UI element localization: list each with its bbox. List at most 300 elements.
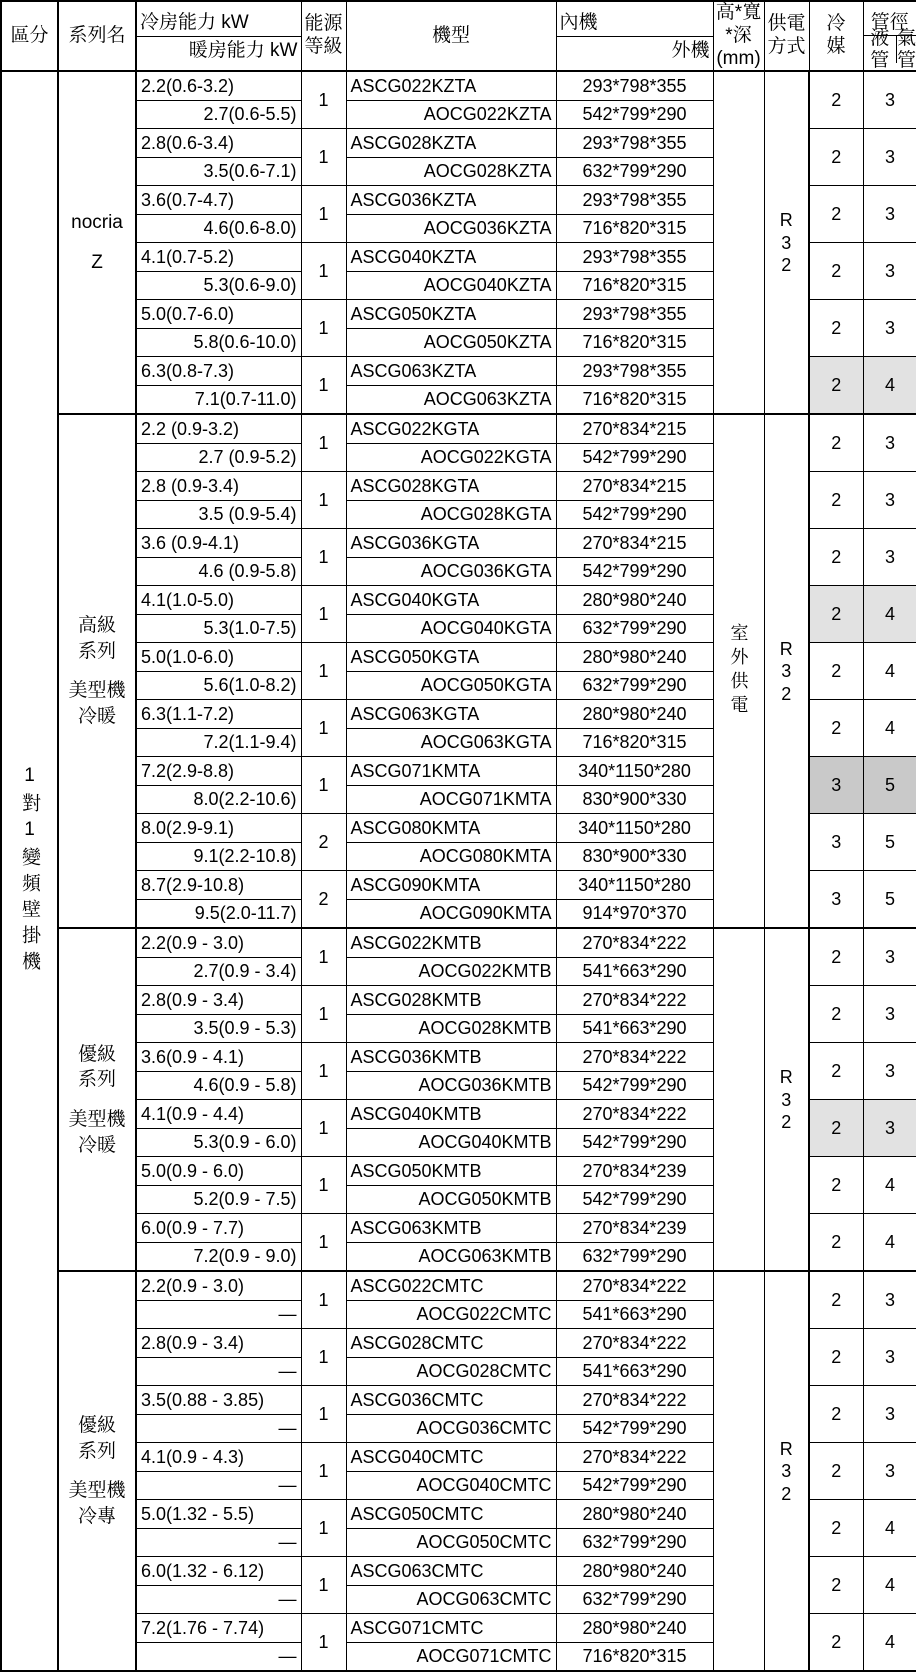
capacity-cell: [136, 1614, 301, 1672]
capacity-heating: —: [137, 1529, 301, 1557]
capacity-cooling: 5.0(0.9 - 6.0): [137, 1157, 301, 1186]
table-body: [1, 71, 916, 1671]
table-row: [1, 414, 916, 472]
dimensions-outdoor: 632*799*290: [557, 1586, 713, 1614]
series-name-part: 美型機 冷暖: [68, 1107, 125, 1158]
capacity-cell: [136, 300, 301, 357]
pipe-liquid-cell: 2: [809, 1043, 863, 1100]
dimensions-cell: [556, 757, 713, 814]
pipe-liquid-cell: 2: [809, 300, 863, 357]
capacity-cooling: 6.3(0.8-7.3): [137, 357, 301, 386]
model-indoor: ASCG050KMTB: [347, 1157, 556, 1186]
pipe-gas-cell: 3: [863, 986, 916, 1043]
dimensions-cell: [556, 586, 713, 643]
dimensions-outdoor: 542*799*290: [557, 101, 713, 129]
series-cell: [58, 928, 136, 1271]
capacity-heating: —: [137, 1301, 301, 1329]
model-cell: [346, 757, 556, 814]
dimensions-outdoor: 632*799*290: [557, 672, 713, 700]
model-indoor: ASCG063KMTB: [347, 1214, 556, 1243]
pipe-gas-cell: 3: [863, 1043, 916, 1100]
model-indoor: ASCG063CMTC: [347, 1557, 556, 1586]
header-refrigerant-line1: 冷: [826, 13, 845, 36]
capacity-cooling: 2.2 (0.9-3.2): [137, 415, 301, 444]
header-unit-indoor: 內機: [557, 9, 713, 37]
dimensions-indoor: 270*834*222: [557, 1100, 713, 1129]
power-supply-cell: [713, 71, 764, 414]
capacity-heating: 5.8(0.6-10.0): [137, 329, 301, 357]
energy-grade-cell: 1: [301, 928, 346, 986]
model-indoor: ASCG063KGTA: [347, 700, 556, 729]
pipe-gas-cell: 3: [863, 414, 916, 472]
pipe-liquid-cell: 2: [809, 529, 863, 586]
header-pipe-liquid: 液管: [864, 36, 897, 63]
dimensions-cell: [556, 1557, 713, 1614]
dimensions-cell: [556, 71, 713, 129]
dimensions-cell: [556, 1043, 713, 1100]
pipe-gas-cell: 4: [863, 1557, 916, 1614]
model-indoor: ASCG040KZTA: [347, 243, 556, 272]
model-outdoor: AOCG028KZTA: [347, 158, 556, 186]
dimensions-cell: [556, 357, 713, 415]
header-division-label: 區分: [10, 25, 48, 48]
dimensions-outdoor: 541*663*290: [557, 1015, 713, 1043]
energy-grade-cell: 1: [301, 472, 346, 529]
capacity-cooling: 5.0(1.32 - 5.5): [137, 1500, 301, 1529]
capacity-cell: [136, 700, 301, 757]
dimensions-indoor: 270*834*222: [557, 1272, 713, 1301]
model-outdoor: AOCG036KGTA: [347, 558, 556, 586]
capacity-heating: 4.6(0.9 - 5.8): [137, 1072, 301, 1100]
model-cell: [346, 1214, 556, 1272]
capacity-cell: [136, 1329, 301, 1386]
capacity-cooling: 4.1(0.9 - 4.3): [137, 1443, 301, 1472]
capacity-heating: 3.5(0.6-7.1): [137, 158, 301, 186]
dimensions-cell: [556, 1386, 713, 1443]
header-pipe-gas: 氣管: [897, 36, 916, 63]
dimensions-outdoor: 541*663*290: [557, 1358, 713, 1386]
model-indoor: ASCG040CMTC: [347, 1443, 556, 1472]
capacity-cooling: 3.6(0.9 - 4.1): [137, 1043, 301, 1072]
dimensions-indoor: 270*834*222: [557, 1443, 713, 1472]
model-outdoor: AOCG028KGTA: [347, 501, 556, 529]
refrigerant-label: R 3 2: [765, 638, 809, 706]
model-outdoor: AOCG028KMTB: [347, 1015, 556, 1043]
model-indoor: ASCG022KMTB: [347, 929, 556, 958]
dimensions-outdoor: 632*799*290: [557, 1243, 713, 1271]
capacity-heating: 4.6(0.6-8.0): [137, 215, 301, 243]
dimensions-outdoor: 830*900*330: [557, 786, 713, 814]
pipe-liquid-cell: 2: [809, 243, 863, 300]
model-outdoor: AOCG063KGTA: [347, 729, 556, 757]
dimensions-cell: [556, 643, 713, 700]
dimensions-cell: [556, 1100, 713, 1157]
energy-grade-cell: 1: [301, 357, 346, 415]
pipe-gas-cell: 3: [863, 529, 916, 586]
energy-grade-cell: 1: [301, 1443, 346, 1500]
dimensions-indoor: 270*834*222: [557, 929, 713, 958]
model-outdoor: AOCG071KMTA: [347, 786, 556, 814]
series-cell: [58, 71, 136, 414]
dimensions-indoor: 280*980*240: [557, 1557, 713, 1586]
dimensions-outdoor: 541*663*290: [557, 958, 713, 986]
capacity-cell: [136, 529, 301, 586]
series-cell: [58, 1271, 136, 1671]
division-label: 1對1變頻壁掛機: [16, 765, 43, 977]
model-cell: [346, 529, 556, 586]
model-outdoor: AOCG063KZTA: [347, 386, 556, 414]
dimensions-indoor: 293*798*355: [557, 72, 713, 101]
model-indoor: ASCG036KZTA: [347, 186, 556, 215]
pipe-gas-cell: 4: [863, 357, 916, 415]
capacity-cooling: 5.0(1.0-6.0): [137, 643, 301, 672]
dimensions-indoor: 270*834*222: [557, 1043, 713, 1072]
model-indoor: ASCG022CMTC: [347, 1272, 556, 1301]
model-cell: [346, 814, 556, 871]
energy-grade-cell: 1: [301, 1614, 346, 1672]
table-row: [1, 1271, 916, 1329]
capacity-cell: [136, 928, 301, 986]
dimensions-outdoor: 914*970*370: [557, 900, 713, 928]
dimensions-cell: [556, 414, 713, 472]
model-indoor: ASCG036KMTB: [347, 1043, 556, 1072]
pipe-liquid-cell: 2: [809, 928, 863, 986]
series-name-part: nocria: [71, 210, 123, 236]
header-refrigerant-line2: 媒: [826, 36, 845, 59]
header-pipe-label: 管徑: [864, 9, 916, 36]
model-outdoor: AOCG063KMTB: [347, 1243, 556, 1271]
dimensions-cell: [556, 1157, 713, 1214]
dimensions-outdoor: 542*799*290: [557, 501, 713, 529]
capacity-heating: 5.3(0.6-9.0): [137, 272, 301, 300]
capacity-heating: 5.3(1.0-7.5): [137, 615, 301, 643]
dimensions-indoor: 280*980*240: [557, 1614, 713, 1643]
pipe-gas-cell: 3: [863, 1386, 916, 1443]
capacity-cooling: 2.8(0.6-3.4): [137, 129, 301, 158]
model-indoor: ASCG028CMTC: [347, 1329, 556, 1358]
capacity-cell: [136, 643, 301, 700]
capacity-cell: [136, 586, 301, 643]
capacity-cell: [136, 1214, 301, 1272]
model-cell: [346, 1386, 556, 1443]
capacity-heating: 5.6(1.0-8.2): [137, 672, 301, 700]
dimensions-indoor: 293*798*355: [557, 186, 713, 215]
capacity-cooling: 3.6 (0.9-4.1): [137, 529, 301, 558]
capacity-cooling: 5.0(0.7-6.0): [137, 300, 301, 329]
capacity-cooling: 4.1(0.9 - 4.4): [137, 1100, 301, 1129]
energy-grade-cell: 1: [301, 1329, 346, 1386]
capacity-cell: [136, 129, 301, 186]
capacity-cooling: 6.0(0.9 - 7.7): [137, 1214, 301, 1243]
header-power-supply-line2: 方式: [767, 36, 805, 59]
capacity-cooling: 2.8 (0.9-3.4): [137, 472, 301, 501]
capacity-cooling: 3.5(0.88 - 3.85): [137, 1386, 301, 1415]
model-cell: [346, 871, 556, 929]
capacity-heating: —: [137, 1472, 301, 1500]
energy-grade-cell: 1: [301, 243, 346, 300]
model-indoor: ASCG028KMTB: [347, 986, 556, 1015]
capacity-heating: 2.7(0.6-5.5): [137, 101, 301, 129]
table-header-row: [1, 1, 916, 71]
dimensions-indoor: 293*798*355: [557, 300, 713, 329]
energy-grade-cell: 1: [301, 71, 346, 129]
pipe-gas-cell: 3: [863, 1100, 916, 1157]
energy-grade-cell: 1: [301, 1500, 346, 1557]
header-model: [346, 1, 556, 71]
capacity-cell: [136, 71, 301, 129]
header-capacity-heat: 暖房能力 kW: [137, 37, 301, 64]
capacity-heating: 9.1(2.2-10.8): [137, 843, 301, 871]
pipe-liquid-cell: 2: [809, 472, 863, 529]
pipe-gas-cell: 4: [863, 1614, 916, 1672]
header-energy-grade: [301, 1, 346, 71]
model-cell: [346, 129, 556, 186]
pipe-liquid-cell: 2: [809, 357, 863, 415]
pipe-gas-cell: 4: [863, 643, 916, 700]
model-indoor: ASCG071CMTC: [347, 1614, 556, 1643]
pipe-liquid-cell: 2: [809, 986, 863, 1043]
header-unit: [556, 1, 713, 71]
capacity-cell: [136, 1443, 301, 1500]
pipe-gas-cell: 3: [863, 129, 916, 186]
dimensions-outdoor: 716*820*315: [557, 329, 713, 357]
pipe-gas-cell: 5: [863, 757, 916, 814]
pipe-gas-cell: 3: [863, 1443, 916, 1500]
pipe-liquid-cell: 2: [809, 1614, 863, 1672]
energy-grade-cell: 1: [301, 1386, 346, 1443]
refrigerant-cell: [764, 414, 809, 928]
model-cell: [346, 1557, 556, 1614]
pipe-gas-cell: 4: [863, 586, 916, 643]
model-indoor: ASCG040KMTB: [347, 1100, 556, 1129]
dimensions-cell: [556, 1614, 713, 1672]
capacity-heating: 3.5(0.9 - 5.3): [137, 1015, 301, 1043]
dimensions-cell: [556, 529, 713, 586]
model-outdoor: AOCG050KMTB: [347, 1186, 556, 1214]
model-cell: [346, 71, 556, 129]
energy-grade-cell: 1: [301, 1271, 346, 1329]
capacity-cell: [136, 1557, 301, 1614]
series-name-part: 優級 系列: [78, 1413, 116, 1464]
model-indoor: ASCG071KMTA: [347, 757, 556, 786]
energy-grade-cell: 1: [301, 186, 346, 243]
dimensions-outdoor: 542*799*290: [557, 444, 713, 472]
pipe-gas-cell: 3: [863, 1329, 916, 1386]
energy-grade-cell: 1: [301, 1557, 346, 1614]
capacity-cell: [136, 986, 301, 1043]
header-dimensions: [713, 1, 764, 71]
capacity-cell: [136, 1271, 301, 1329]
dimensions-outdoor: 716*820*315: [557, 729, 713, 757]
capacity-heating: 3.5 (0.9-5.4): [137, 501, 301, 529]
capacity-cell: [136, 814, 301, 871]
header-series-label: 系列名: [68, 25, 125, 48]
model-outdoor: AOCG040KMTB: [347, 1129, 556, 1157]
header-power-supply: [764, 1, 809, 71]
capacity-cell: [136, 243, 301, 300]
capacity-cooling: 8.7(2.9-10.8): [137, 871, 301, 900]
dimensions-cell: [556, 1271, 713, 1329]
model-outdoor: AOCG040KGTA: [347, 615, 556, 643]
dimensions-indoor: 280*980*240: [557, 586, 713, 615]
dimensions-cell: [556, 871, 713, 929]
model-indoor: ASCG050CMTC: [347, 1500, 556, 1529]
energy-grade-cell: 1: [301, 529, 346, 586]
refrigerant-cell: [764, 71, 809, 414]
model-indoor: ASCG063KZTA: [347, 357, 556, 386]
model-outdoor: AOCG040CMTC: [347, 1472, 556, 1500]
capacity-cooling: 2.2(0.9 - 3.0): [137, 929, 301, 958]
header-series: [58, 1, 136, 71]
capacity-cooling: 4.1(1.0-5.0): [137, 586, 301, 615]
power-supply-label: 室外供電: [726, 623, 752, 719]
pipe-liquid-cell: 2: [809, 1157, 863, 1214]
model-cell: [346, 186, 556, 243]
refrigerant-label: R 3 2: [765, 1438, 809, 1506]
model-outdoor: AOCG022KZTA: [347, 101, 556, 129]
pipe-gas-cell: 3: [863, 300, 916, 357]
power-supply-cell: [713, 928, 764, 1271]
energy-grade-cell: 1: [301, 757, 346, 814]
capacity-heating: 8.0(2.2-10.6): [137, 786, 301, 814]
pipe-liquid-cell: 2: [809, 1443, 863, 1500]
model-cell: [346, 643, 556, 700]
pipe-gas-cell: 3: [863, 472, 916, 529]
model-outdoor: AOCG036CMTC: [347, 1415, 556, 1443]
pipe-liquid-cell: 3: [809, 757, 863, 814]
dimensions-outdoor: 716*820*315: [557, 1643, 713, 1671]
energy-grade-cell: 1: [301, 586, 346, 643]
dimensions-indoor: 280*980*240: [557, 700, 713, 729]
model-cell: [346, 1100, 556, 1157]
capacity-cooling: 3.6(0.7-4.7): [137, 186, 301, 215]
dimensions-cell: [556, 1214, 713, 1272]
series-name-part: 高級 系列: [78, 613, 116, 664]
dimensions-cell: [556, 129, 713, 186]
dimensions-indoor: 270*834*215: [557, 472, 713, 501]
pipe-gas-cell: 5: [863, 871, 916, 929]
capacity-heating: 7.1(0.7-11.0): [137, 386, 301, 414]
model-cell: [346, 357, 556, 415]
model-outdoor: AOCG090KMTA: [347, 900, 556, 928]
model-outdoor: AOCG022KGTA: [347, 444, 556, 472]
capacity-heating: —: [137, 1586, 301, 1614]
dimensions-outdoor: 632*799*290: [557, 1529, 713, 1557]
pipe-liquid-cell: 2: [809, 414, 863, 472]
header-power-supply-line1: 供電: [767, 13, 805, 36]
capacity-cooling: 2.2(0.6-3.2): [137, 72, 301, 101]
model-cell: [346, 1500, 556, 1557]
dimensions-cell: [556, 928, 713, 986]
pipe-gas-cell: 3: [863, 71, 916, 129]
pipe-liquid-cell: 2: [809, 643, 863, 700]
model-cell: [346, 1443, 556, 1500]
energy-grade-cell: 1: [301, 1043, 346, 1100]
capacity-cell: [136, 1157, 301, 1214]
header-unit-outdoor: 外機: [557, 37, 713, 64]
energy-grade-cell: 1: [301, 1100, 346, 1157]
capacity-heating: 2.7(0.9 - 3.4): [137, 958, 301, 986]
energy-grade-cell: 1: [301, 414, 346, 472]
energy-grade-cell: 1: [301, 300, 346, 357]
model-indoor: ASCG022KZTA: [347, 72, 556, 101]
model-cell: [346, 472, 556, 529]
model-outdoor: AOCG050KGTA: [347, 672, 556, 700]
dimensions-outdoor: 632*799*290: [557, 158, 713, 186]
dimensions-indoor: 293*798*355: [557, 243, 713, 272]
capacity-cell: [136, 1386, 301, 1443]
dimensions-indoor: 270*834*222: [557, 1386, 713, 1415]
refrigerant-cell: [764, 928, 809, 1271]
dimensions-indoor: 340*1150*280: [557, 814, 713, 843]
pipe-gas-cell: 3: [863, 928, 916, 986]
model-indoor: ASCG028KGTA: [347, 472, 556, 501]
pipe-gas-cell: 4: [863, 1500, 916, 1557]
dimensions-outdoor: 542*799*290: [557, 1472, 713, 1500]
dimensions-outdoor: 542*799*290: [557, 1072, 713, 1100]
capacity-heating: 5.2(0.9 - 7.5): [137, 1186, 301, 1214]
header-model-label: 機型: [432, 25, 470, 48]
power-supply-cell: [713, 1271, 764, 1671]
pipe-liquid-cell: 2: [809, 1500, 863, 1557]
model-outdoor: AOCG050CMTC: [347, 1529, 556, 1557]
capacity-heating: —: [137, 1358, 301, 1386]
dimensions-indoor: 270*834*222: [557, 986, 713, 1015]
model-indoor: ASCG036KGTA: [347, 529, 556, 558]
dimensions-outdoor: 542*799*290: [557, 1129, 713, 1157]
header-energy-grade-line1: 能源: [304, 13, 342, 36]
capacity-cell: [136, 472, 301, 529]
model-outdoor: AOCG080KMTA: [347, 843, 556, 871]
dimensions-indoor: 293*798*355: [557, 129, 713, 158]
model-cell: [346, 700, 556, 757]
model-cell: [346, 986, 556, 1043]
capacity-heating: 9.5(2.0-11.7): [137, 900, 301, 928]
dimensions-outdoor: 830*900*330: [557, 843, 713, 871]
model-indoor: ASCG028KZTA: [347, 129, 556, 158]
capacity-cell: [136, 186, 301, 243]
energy-grade-cell: 1: [301, 1157, 346, 1214]
model-cell: [346, 1614, 556, 1672]
dimensions-indoor: 270*834*222: [557, 1329, 713, 1358]
pipe-liquid-cell: 2: [809, 1557, 863, 1614]
dimensions-indoor: 270*834*215: [557, 529, 713, 558]
refrigerant-cell: [764, 1271, 809, 1671]
division-cell: [1, 71, 58, 1671]
capacity-cooling: 7.2(1.76 - 7.74): [137, 1614, 301, 1643]
capacity-cooling: 2.8(0.9 - 3.4): [137, 1329, 301, 1358]
capacity-cell: [136, 757, 301, 814]
model-outdoor: AOCG071CMTC: [347, 1643, 556, 1671]
model-indoor: ASCG050KGTA: [347, 643, 556, 672]
capacity-cooling: 8.0(2.9-9.1): [137, 814, 301, 843]
capacity-heating: 7.2(1.1-9.4): [137, 729, 301, 757]
pipe-liquid-cell: 2: [809, 1100, 863, 1157]
model-cell: [346, 243, 556, 300]
header-dimensions-line1: 高*寬*深: [714, 2, 764, 48]
dimensions-outdoor: 716*820*315: [557, 215, 713, 243]
dimensions-indoor: 270*834*239: [557, 1214, 713, 1243]
dimensions-cell: [556, 1443, 713, 1500]
model-cell: [346, 586, 556, 643]
capacity-cooling: 6.0(1.32 - 6.12): [137, 1557, 301, 1586]
refrigerant-label: R 3 2: [765, 1066, 809, 1134]
dimensions-cell: [556, 986, 713, 1043]
refrigerant-label: R 3 2: [765, 209, 809, 277]
series-name-part: Z: [91, 250, 103, 276]
energy-grade-cell: 1: [301, 700, 346, 757]
model-indoor: ASCG040KGTA: [347, 586, 556, 615]
